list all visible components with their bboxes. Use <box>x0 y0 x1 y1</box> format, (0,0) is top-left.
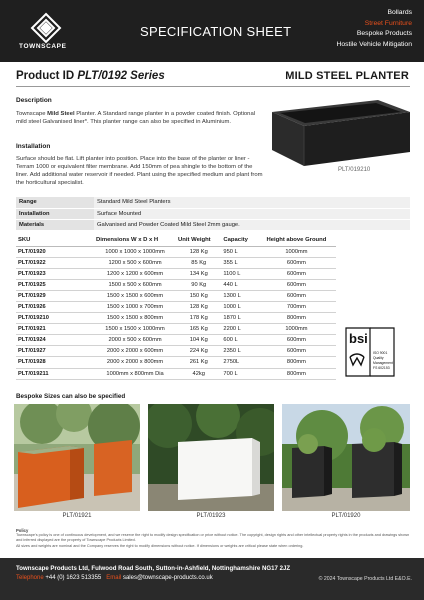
table-row <box>16 268 336 279</box>
copyright: © 2024 Townscape Products Ltd E&O.E. <box>318 576 412 582</box>
capacity-cell: 1000 L <box>221 301 256 312</box>
product-image-caption: PLT/019210 <box>338 167 371 173</box>
table-row <box>16 357 336 368</box>
sku-cell: PLT/01920 <box>16 246 94 257</box>
col-header-dimensions: Dimensions W x D x H <box>94 235 176 246</box>
description-heading: Description <box>16 97 52 104</box>
svg-text:FS 602153: FS 602153 <box>373 366 390 370</box>
nav-item-bollards[interactable]: Bollards <box>387 9 412 16</box>
sku-cell: PLT/01929 <box>16 290 94 301</box>
contact-line <box>16 575 213 581</box>
bespoke-photo-plt-01923 <box>148 404 274 511</box>
spec-key: Installation <box>16 208 94 219</box>
page-title: SPECIFICATION SHEET <box>140 24 292 39</box>
dimensions-cell: 1500 x 1500 x 600mm <box>94 290 176 301</box>
sku-cell: PLT/01922 <box>16 257 94 268</box>
weight-cell: 150 Kg <box>176 290 221 301</box>
dimensions-cell: 1000 x 1000 x 1000mm <box>94 246 176 257</box>
sku-cell: PLT/01927 <box>16 346 94 357</box>
page-footer <box>0 558 424 600</box>
policy-heading: Policy <box>16 528 29 533</box>
height-cell: 600mm <box>257 279 336 290</box>
capacity-cell: 2200 L <box>221 324 256 335</box>
bespoke-photo-plt-01921 <box>14 404 140 511</box>
sku-cell: PLT/01926 <box>16 301 94 312</box>
svg-text:ISO 9001: ISO 9001 <box>373 351 388 355</box>
table-row <box>16 246 336 257</box>
sku-table <box>16 235 336 380</box>
capacity-cell: 1100 L <box>221 268 256 279</box>
sku-table-body <box>16 246 336 379</box>
weight-cell: 134 Kg <box>176 268 221 279</box>
height-cell: 600mm <box>257 268 336 279</box>
policy-text: Townscape's policy is one of continuous development, and we reserve the right to modify design specification or price without notice. The copyright, design rights and other intellectual property rights in the products and drawings shown and inferred displayed are the property of Townscape Products Limited. All sizes and weights are nominal and the Company reserves the right to modify dimensions without notice. If dimensions or weights are critical please state when ordering. <box>16 533 410 549</box>
dimensions-cell: 1200 x 500 x 600mm <box>94 257 176 268</box>
weight-cell: 90 Kg <box>176 279 221 290</box>
product-id <box>16 70 165 82</box>
height-cell: 700mm <box>257 301 336 312</box>
installation-heading: Installation <box>16 143 51 150</box>
email-label: Email <box>106 575 122 581</box>
capacity-cell: 355 L <box>221 257 256 268</box>
logo-wordmark: TOWNSCAPE <box>19 43 67 50</box>
description-text: Townscape Mild Steel Planter. A Standard range planter in a powder coated finish. Optional mild steel Galvanised liner*. This planter range can also be specified in Aluminium. <box>16 111 256 126</box>
height-cell: 1000mm <box>257 324 336 335</box>
spec-value: Surface Mounted <box>94 208 410 219</box>
height-cell: 1000mm <box>257 246 336 257</box>
company-address: Townscape Products Ltd, Fulwood Road South, Sutton-in-Ashfield, Nottinghamshire NG17 2JZ <box>16 565 291 572</box>
weight-cell: 85 Kg <box>176 257 221 268</box>
category-nav <box>336 8 412 50</box>
capacity-cell: 440 L <box>221 279 256 290</box>
dimensions-cell: 2000 x 500 x 600mm <box>94 335 176 346</box>
col-header-capacity: Capacity <box>221 235 256 246</box>
sku-cell: PLT/01925 <box>16 279 94 290</box>
email-link[interactable]: sales@townscape-products.co.uk <box>122 575 213 581</box>
col-header-sku: SKU <box>16 235 94 246</box>
sku-cell: PLT/01928 <box>16 357 94 368</box>
table-row <box>16 335 336 346</box>
table-row <box>16 324 336 335</box>
col-header-weight: Unit Weight <box>176 235 221 246</box>
capacity-cell: 950 L <box>221 246 256 257</box>
weight-cell: 224 Kg <box>176 346 221 357</box>
height-cell: 600mm <box>257 257 336 268</box>
bespoke-heading: Bespoke Sizes can also be specified <box>16 393 126 400</box>
weight-cell: 178 Kg <box>176 313 221 324</box>
height-cell: 600mm <box>257 290 336 301</box>
table-row <box>16 257 336 268</box>
photo-caption: PLT/01920 <box>331 513 361 519</box>
spec-row-materials <box>16 219 410 230</box>
installation-text: Surface should be flat. Lift planter into position. Place into the base of the planter or liner -Terram 1000 or equivalent filter membrane. Add 150mm of pea shingle to the bottom of the liner. Add additional water reservoir if needed. Plant using the specified medium and plant from the horticultural specialist. <box>16 156 263 187</box>
capacity-cell: 600 L <box>221 335 256 346</box>
height-cell: 800mm <box>257 357 336 368</box>
capacity-cell: 2750L <box>221 357 256 368</box>
sku-cell: PLT/019210 <box>16 313 94 324</box>
dimensions-cell: 1500 x 1500 x 1000mm <box>94 324 176 335</box>
bespoke-photo-plt-01920 <box>282 404 410 511</box>
table-row <box>16 279 336 290</box>
dimensions-cell: 1200 x 1200 x 600mm <box>94 268 176 279</box>
table-row <box>16 346 336 357</box>
nav-item-bespoke-products[interactable]: Bespoke Products <box>356 30 412 37</box>
dimensions-cell: 2000 x 2000 x 600mm <box>94 346 176 357</box>
sku-table-header <box>16 235 336 246</box>
photo-caption: PLT/01923 <box>196 513 226 519</box>
telephone-label: Telephone <box>16 575 44 581</box>
table-row <box>16 290 336 301</box>
height-cell: 800mm <box>257 313 336 324</box>
spec-row-installation <box>16 208 410 219</box>
weight-cell: 128 Kg <box>176 246 221 257</box>
weight-cell: 128 Kg <box>176 301 221 312</box>
height-cell: 600mm <box>257 346 336 357</box>
dimensions-cell: 1500 x 500 x 600mm <box>94 279 176 290</box>
spec-row-range <box>16 197 410 208</box>
weight-cell: 165 Kg <box>176 324 221 335</box>
col-header-height: Height above Ground <box>257 235 336 246</box>
planter-product-image <box>258 94 416 172</box>
spec-table <box>16 197 410 231</box>
weight-cell: 42kg <box>176 368 221 379</box>
sku-cell: PLT/01924 <box>16 335 94 346</box>
spec-value: Standard Mild Steel Planters <box>94 197 410 208</box>
svg-text:Management: Management <box>373 361 393 365</box>
table-row <box>16 313 336 324</box>
height-cell: 800mm <box>257 368 336 379</box>
sku-cell: PLT/019211 <box>16 368 94 379</box>
dimensions-cell: 1000mm x 800mm Dia <box>94 368 176 379</box>
capacity-cell: 1870 L <box>221 313 256 324</box>
table-row <box>16 368 336 379</box>
product-id-label: Product ID <box>16 70 75 82</box>
dimensions-cell: 2000 x 2000 x 800mm <box>94 357 176 368</box>
bsi-certification-mark <box>340 322 400 382</box>
weight-cell: 104 Kg <box>176 335 221 346</box>
photo-caption: PLT/01921 <box>62 513 92 519</box>
sku-cell: PLT/01923 <box>16 268 94 279</box>
product-code: PLT/0192 Series <box>77 70 165 82</box>
title-divider <box>16 86 410 87</box>
telephone-number[interactable]: +44 (0) 1623 513355 <box>45 575 102 581</box>
dimensions-cell: 1500 x 1000 x 700mm <box>94 301 176 312</box>
bsi-logo-text: bsi <box>349 331 368 346</box>
dimensions-cell: 1500 x 1500 x 800mm <box>94 313 176 324</box>
spec-key: Materials <box>16 219 94 230</box>
nav-item-street-furniture[interactable]: Street Furniture <box>364 19 412 27</box>
capacity-cell: 1300 L <box>221 290 256 301</box>
nav-item-hostile-vehicle-mitigation[interactable]: Hostile Vehicle Mitigation <box>336 40 412 48</box>
spec-key: Range <box>16 197 94 208</box>
height-cell: 600mm <box>257 335 336 346</box>
product-name: MILD STEEL PLANTER <box>285 70 409 82</box>
weight-cell: 261 Kg <box>176 357 221 368</box>
capacity-cell: 2350 L <box>221 346 256 357</box>
sku-cell: PLT/01921 <box>16 324 94 335</box>
svg-text:Quality: Quality <box>373 356 384 360</box>
table-row <box>16 301 336 312</box>
page-header <box>0 0 424 62</box>
spec-value: Galvanised and Powder Coated Mild Steel 2mm gauge. <box>94 219 410 230</box>
capacity-cell: 700 L <box>221 368 256 379</box>
